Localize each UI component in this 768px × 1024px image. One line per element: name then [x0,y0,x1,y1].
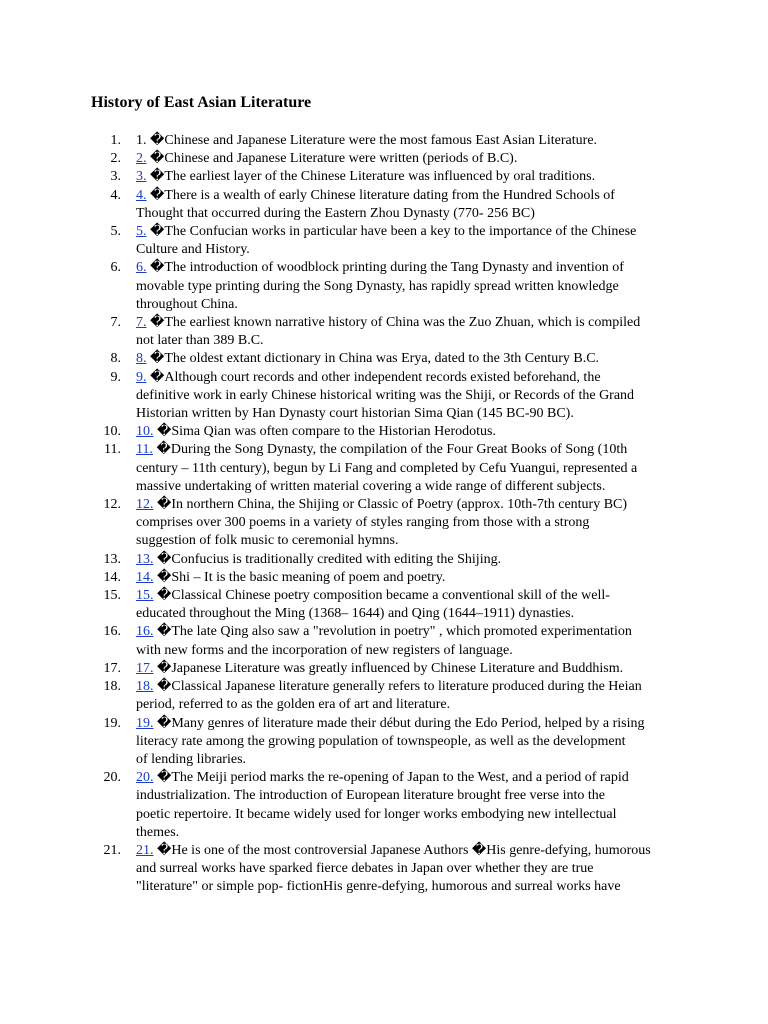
list-item-text [136,441,691,496]
list-item [91,168,691,186]
list-item-text [136,569,691,587]
list-item-line [136,405,691,423]
list-item-line-text: definitive work in early Chinese historical writing was the Shiji, or Records of the Grand [136,387,635,403]
list-item-number: 9. [110,369,121,385]
page-title: History of East Asian Literature [91,94,312,111]
list-item-number: 14. [103,569,121,585]
list-item-number: 3. [110,169,121,185]
list-item-line [136,569,691,587]
list-item [91,496,691,551]
list-item-text [136,350,691,368]
list-item-text [136,587,691,623]
list-item-line [136,168,691,186]
list-item-line [136,423,691,441]
list-item-number: 2. [110,151,121,167]
list-item-text [136,314,691,350]
list-item-line-text: �Although court records and other independent records existed beforehand, the [150,369,601,385]
list-item-line-text: period, referred to as the golden era of art and literature. [136,697,451,713]
item-anchor-link[interactable]: 4. [136,187,147,203]
list-item-line-text: poetic repertoire. It became widely used for longer works embodying new intellectual [136,806,617,822]
list-item-line [136,642,691,660]
list-item [91,314,691,350]
list-item-line [136,532,691,550]
list-item [91,441,691,496]
list-item-text [136,769,691,842]
list-item-line [136,441,691,459]
list-item-text [136,223,691,259]
list-item [91,678,691,714]
list-item-line-text: not later than 389 B.C. [136,333,264,349]
list-item-number: 1. [110,133,121,148]
list-item-line-text: Thought that occurred during the Eastern Zhou Dynasty (770- 256 BC) [136,205,535,221]
list-item-line [136,296,691,314]
list-item-text [136,660,691,678]
list-item-number: 15. [103,588,121,604]
list-item-number: 20. [103,770,121,786]
list-item-line-text: industrialization. The introduction of European literature brought free verse into the [136,788,605,804]
list-item-line-text: �The earliest layer of the Chinese Literature was influenced by oral traditions. [150,169,596,185]
list-item-number: 18. [103,679,121,695]
list-item-line-text: �Sima Qian was often compare to the Historian Herodotus. [157,424,497,440]
list-item-line-text: �The Meiji period marks the re-opening of Japan to the West, and a period of rapid [157,770,629,786]
list-item-line [136,696,691,714]
list-item-line-text: of lending libraries. [136,751,247,767]
list-item-line [136,223,691,241]
item-anchor-link[interactable]: 3. [136,169,147,185]
item-anchor-link[interactable]: 20. [136,770,154,786]
list-item-line-text: �Chinese and Japanese Literature were written (periods of B.C). [150,151,518,167]
item-anchor-link[interactable]: 6. [136,260,147,276]
list-item-line [136,751,691,769]
list-item-line-text: �The earliest known narrative history of China was the Zuo Zhuan, which is compiled [150,315,641,331]
list-item-text [136,623,691,659]
item-anchor-link[interactable]: 18. [136,679,154,695]
list-item-line-text: century – 11th century), begun by Li Fang and completed by Cefu Yuangui, represented a [136,460,638,476]
list-item [91,150,691,168]
list-item-number: 5. [110,224,121,240]
list-item-line [136,660,691,678]
list-item-line [136,878,691,896]
list-item [91,660,691,678]
list-item-line [136,150,691,168]
list-item [91,259,691,314]
list-item-number: 7. [110,315,121,331]
list-item-line [136,205,691,223]
list-item-line-text: �The introduction of woodblock printing during the Tang Dynasty and invention of [150,260,624,276]
list-item-line [136,241,691,259]
list-item-line [136,387,691,405]
list-item-line [136,733,691,751]
list-item-line-text: massive undertaking of written material covering a wide range of different subjects. [136,478,606,494]
list-item [91,569,691,587]
list-item-number: 13. [103,551,121,567]
list-item-text [136,259,691,314]
list-item [91,623,691,659]
list-item [91,369,691,424]
list-item-line [136,623,691,641]
list-item-number: 4. [110,187,121,203]
list-item-line-text: Culture and History. [136,242,250,258]
list-item-line-text: throughout China. [136,296,238,312]
list-item-line-text: �Many genres of literature made their début during the Edo Period, helped by a rising [157,715,645,731]
list-item-line-text: �Shi – It is the basic meaning of poem and poetry. [157,569,446,585]
list-item-text [136,678,691,714]
list-item [91,715,691,770]
list-item-line-text: �He is one of the most controversial Japanese Authors �His genre-defying, humorous [157,842,651,858]
list-item [91,223,691,259]
list-item-line-text: movable type printing during the Song Dynasty, has rapidly spread written knowledge [136,278,619,294]
list-item-line [136,806,691,824]
list-item-line [136,860,691,878]
item-anchor-link[interactable]: 2. [136,151,147,167]
list-item-line [136,332,691,350]
list-item-line [136,132,691,150]
item-anchor-link[interactable]: 5. [136,224,147,240]
list-item-line-text: Historian written by Han Dynasty court historian Sima Qian (145 BC-90 BC). [136,406,574,422]
item-anchor-link[interactable]: 17. [136,660,154,676]
list-item-line-text: �Japanese Literature was greatly influenced by Chinese Literature and Buddhism. [157,660,624,676]
item-anchor-link[interactable]: 15. [136,588,154,604]
list-item-line-text: themes. [136,824,180,840]
list-item [91,132,691,150]
list-item-line [136,787,691,805]
item-anchor-link[interactable]: 9. [136,369,147,385]
list-item-line-text: educated throughout the Ming (1368– 1644) and Qing (1644–1911) dynasties. [136,606,575,622]
list-item-line [136,514,691,532]
list-item-number: 6. [110,260,121,276]
list-item-number: 10. [103,424,121,440]
list-item [91,423,691,441]
numbered-list [91,132,691,897]
list-item-line-text: �In northern China, the Shijing or Classic of Poetry (approx. 10th-7th century BC) [157,497,628,513]
item-anchor-link[interactable]: 10. [136,424,154,440]
list-item-text [136,187,691,223]
list-item-text [136,496,691,551]
item-inline-number: 1. [136,133,147,148]
list-item-line [136,551,691,569]
list-item-text [136,168,691,186]
list-item [91,187,691,223]
list-item-number: 11. [104,442,121,458]
list-item [91,842,691,897]
list-item-number: 21. [103,842,121,858]
list-item-line [136,715,691,733]
list-item-line [136,496,691,514]
list-item [91,587,691,623]
list-item-line [136,605,691,623]
item-anchor-link[interactable]: 21. [136,842,154,858]
list-item-line [136,460,691,478]
list-item-number: 12. [103,497,121,513]
list-item-number: 17. [103,660,121,676]
list-item-text [136,551,691,569]
list-item-line-text: and surreal works have sparked fierce debates in Japan over whether they are true [136,861,594,877]
list-item-line-text: "literature" or simple pop- fictionHis genre-defying, humorous and surreal works have [136,879,621,895]
list-item-line [136,278,691,296]
item-anchor-link[interactable]: 16. [136,624,154,640]
list-item-text [136,423,691,441]
list-item-line [136,187,691,205]
list-item-line-text: �Confucius is traditionally credited with editing the Shijing. [157,551,502,567]
list-item-line-text: �There is a wealth of early Chinese literature dating from the Hundred Schools of [150,187,615,203]
list-item-line [136,587,691,605]
list-item-line-text: comprises over 300 poems in a variety of styles ranging from those with a strong [136,515,590,531]
list-item-text [136,715,691,770]
list-item-line-text: with new forms and the incorporation of new registers of language. [136,642,513,658]
list-item-line-text: �During the Song Dynasty, the compilation of the Four Great Books of Song (10th [156,442,628,458]
list-item-number: 19. [103,715,121,731]
list-item-number: 8. [110,351,121,367]
list-item-line-text: �Classical Chinese poetry composition became a conventional skill of the well- [157,588,610,604]
item-anchor-link[interactable]: 13. [136,551,154,567]
list-item-line-text: �Chinese and Japanese Literature were the most famous East Asian Literature. [150,133,598,148]
list-item [91,551,691,569]
list-item-line-text: literacy rate among the growing population of townspeople, as well as the development [136,733,626,749]
list-item-line [136,350,691,368]
item-anchor-link[interactable]: 7. [136,315,147,331]
list-item-line-text: �The late Qing also saw a "revolution in poetry" , which promoted experimentation [157,624,632,640]
item-anchor-link[interactable]: 11. [136,442,153,458]
list-item-number: 16. [103,624,121,640]
list-item-text [136,369,691,424]
list-item-line [136,314,691,332]
list-item-text [136,150,691,168]
item-anchor-link[interactable]: 14. [136,569,154,585]
list-item-line [136,824,691,842]
list-item-line [136,678,691,696]
list-item [91,350,691,368]
list-item-line-text: �The oldest extant dictionary in China was Erya, dated to the 3th Century B.C. [150,351,600,367]
list-item-text [136,132,691,150]
list-item-line [136,478,691,496]
list-item-line [136,259,691,277]
item-anchor-link[interactable]: 8. [136,351,147,367]
item-anchor-link[interactable]: 12. [136,497,154,513]
list-item-line-text: �The Confucian works in particular have been a key to the importance of the Chinese [150,224,637,240]
list-item-line [136,842,691,860]
list-item-text [136,842,691,897]
list-item-line-text: �Classical Japanese literature generally refers to literature produced during the Heian [157,679,642,695]
item-anchor-link[interactable]: 19. [136,715,154,731]
list-item-line [136,769,691,787]
list-item [91,769,691,842]
list-item-line [136,369,691,387]
list-item-line-text: suggestion of folk music to ceremonial hymns. [136,533,399,549]
